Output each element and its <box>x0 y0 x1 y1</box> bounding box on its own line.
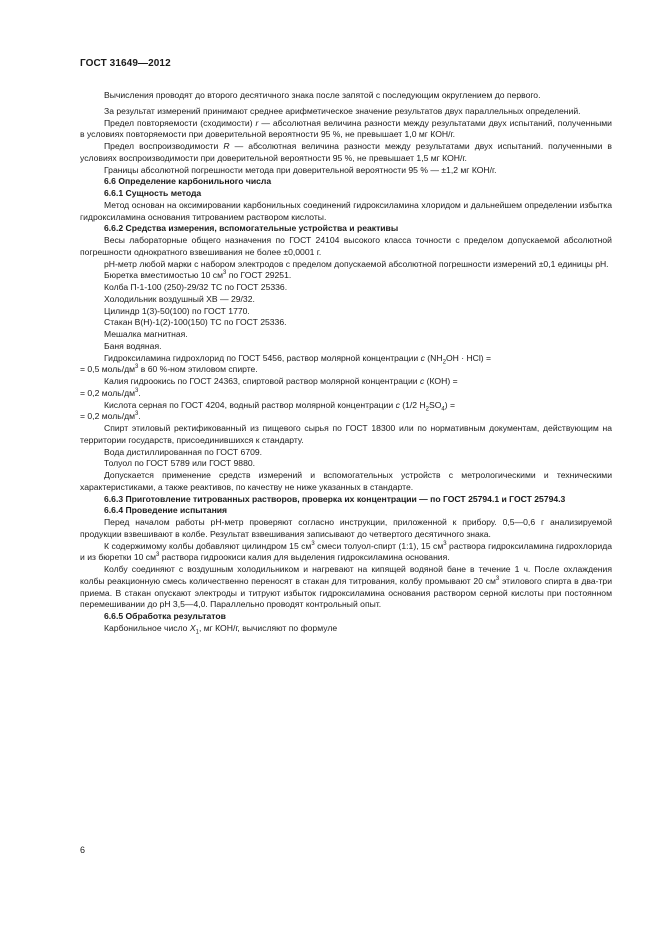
paragraph-cooler: Холодильник воздушный ХВ — 29/32. <box>104 293 255 304</box>
paragraph-scales: Весы лабораторные общего назначения по ГОСТ 24104 высокого класса точности с пределом допускаемой абсолютной погрешности однократного взвешивания не более ±0,0001 г. <box>80 235 612 257</box>
document-body <box>80 90 612 635</box>
paragraph-bath: Баня водяная. <box>104 340 162 351</box>
paragraph-test-procedure-1: Перед началом работы рН-метр проверяют согласно инструкции, приложенной к прибору. 0,5—0,6 г анализируемой продукции взвешивают в колбе. Результат взвешивания записывают до четвертого десятичного знака. <box>80 517 612 539</box>
paragraph-burette: Бюретка вместимостью 10 $см^3$ по ГОСТ 29251. <box>104 270 292 281</box>
paragraph-rounding: Вычисления проводят до второго десятичного знака после запятой с последующим округлением до первого. <box>104 90 541 100</box>
paragraph-reproducibility: Предел воспроизводимости R — абсолютная величина разности между результатами двух испытаний. полученными в условиях воспроизводимости при доверительной вероятности 95 %, не превышает 1,5 мг КОН/г. <box>80 141 612 163</box>
section-heading-6-6: 6.6 Определение карбонильного числа <box>104 176 272 187</box>
paragraph-flask: Колба П-1-100 (250)-29/32 ТС по ГОСТ 25336. <box>104 282 288 292</box>
paragraph-ethanol: Спирт этиловый ректификованный из пищевого сырья по ГОСТ 18300 или по нормативным документам, действующим на территории государств, присоединившихся к стандарту. <box>80 423 612 445</box>
paragraph-beaker: Стакан В(Н)-1(2)-100(150) ТС по ГОСТ 25336. <box>104 317 287 328</box>
paragraph-repeatability: Предел повторяемости (сходимости) r — абсолютная величина разности между результатами двух испытаний, полученными в условиях повторяемости при доверительной вероятности 95 %, не превышает 1,0 мг КОН/г. <box>80 117 612 140</box>
paragraph-hydroxylamine-cont: = 0,5 моль/$дм^3$ в 60 %-ном этиловом спирте. <box>80 364 258 375</box>
paragraph-carbonyl-formula-intro: Карбонильное число $X_1$, мг КОН/г, вычисляют по формуле <box>104 622 338 636</box>
paragraph-koh-cont: = 0,2 моль/$дм^3$. <box>80 387 141 398</box>
section-heading-6-6-5: 6.6.5 Обработка результатов <box>104 611 226 621</box>
paragraph-method-essence: Метод основан на оксимировании карбонильных соединений гидроксиламина хлоридом и дальнейшем определении избытка гидроксиламина основания титрованием раствором кислоты. <box>80 199 612 222</box>
paragraph-stirrer: Мешалка магнитная. <box>104 329 188 339</box>
page-number: 6 <box>80 845 86 855</box>
section-heading-6-6-1: 6.6.1 Сущность метода <box>104 188 202 198</box>
paragraph-test-procedure-2: К содержимому колбы добавляют цилиндром 15 $см^3$ смеси толуол-спирт (1:1), 15 $см^3$ раствора гидроксиламина гидрохлорида и из бюретки 10 $см^3$ раствора гидроокиси калия для выделения гидроксиламина основания. <box>80 540 612 563</box>
paragraph-water: Вода дистиллированная по ГОСТ 6709. <box>104 446 263 457</box>
paragraph-hydroxylamine: Гидроксиламина гидрохлорид по ГОСТ 5456, раствор молярной концентрации c $(NH_2OH \cdot HCl)$ = <box>104 352 492 366</box>
document-code-header: ГОСТ 31649—2012 <box>80 58 171 69</box>
paragraph-test-procedure-3: Колбу соединяют с воздушным холодильником и нагревают на кипящей водяной бане в течение 1 ч. После охлаждения колбы реакционную смесь количественно переносят в стакан для титрования, колбу промывают 20 $см^3$ этилового спирта в два-три приема. В стакан опускают электроды и титруют избыток гидроксиламина основания раствором серной кислоты при постоянном перемешивании до рН 3,5—4,0. Параллельно проводят контрольный опыт. <box>80 564 613 610</box>
paragraph-toluene: Толуол по ГОСТ 5789 или ГОСТ 9880. <box>104 458 256 469</box>
paragraph-result: За результат измерений принимают среднее арифметическое значение результатов двух параллельных определений. <box>104 105 581 116</box>
paragraph-error-bounds: Границы абсолютной погрешности метода при доверительной вероятности 95 % — ±1,2 мг КОН/г. <box>104 164 497 175</box>
section-heading-6-6-4: 6.6.4 Проведение испытания <box>104 505 228 516</box>
paragraph-ph-meter: рН-метр любой марки с набором электродов с пределом допускаемой абсолютной погрешности измерений ±0,1 единицы рН. <box>104 258 609 269</box>
paragraph-cylinder: Цилиндр 1(3)-50(100) по ГОСТ 1770. <box>104 305 250 316</box>
paragraph-sulfuric-acid-cont: = 0,2 моль/$дм^3$. <box>80 411 141 422</box>
paragraph-koh: Калия гидроокись по ГОСТ 24363, спиртовой раствор молярной концентрации c (КОН) = <box>104 376 458 386</box>
paragraph-allowed-substitutes: Допускается применение средств измерений и вспомогательных устройств с метрологическими и техническими характеристиками, а также реактивов, по качеству не ниже указанных в стандарте. <box>80 470 612 492</box>
section-heading-6-6-2: 6.6.2 Средства измерения, вспомогательные устройства и реактивы <box>104 223 399 234</box>
section-heading-6-6-3: 6.6.3 Приготовление титрованных растворов, проверка их концентрации — по ГОСТ 25794.1 и ГОСТ 25794.3 <box>104 493 566 504</box>
paragraph-sulfuric-acid: Кислота серная по ГОСТ 4204, водный раствор молярной концентрации c (1/2 $H_2SO_4$) = <box>104 399 456 413</box>
